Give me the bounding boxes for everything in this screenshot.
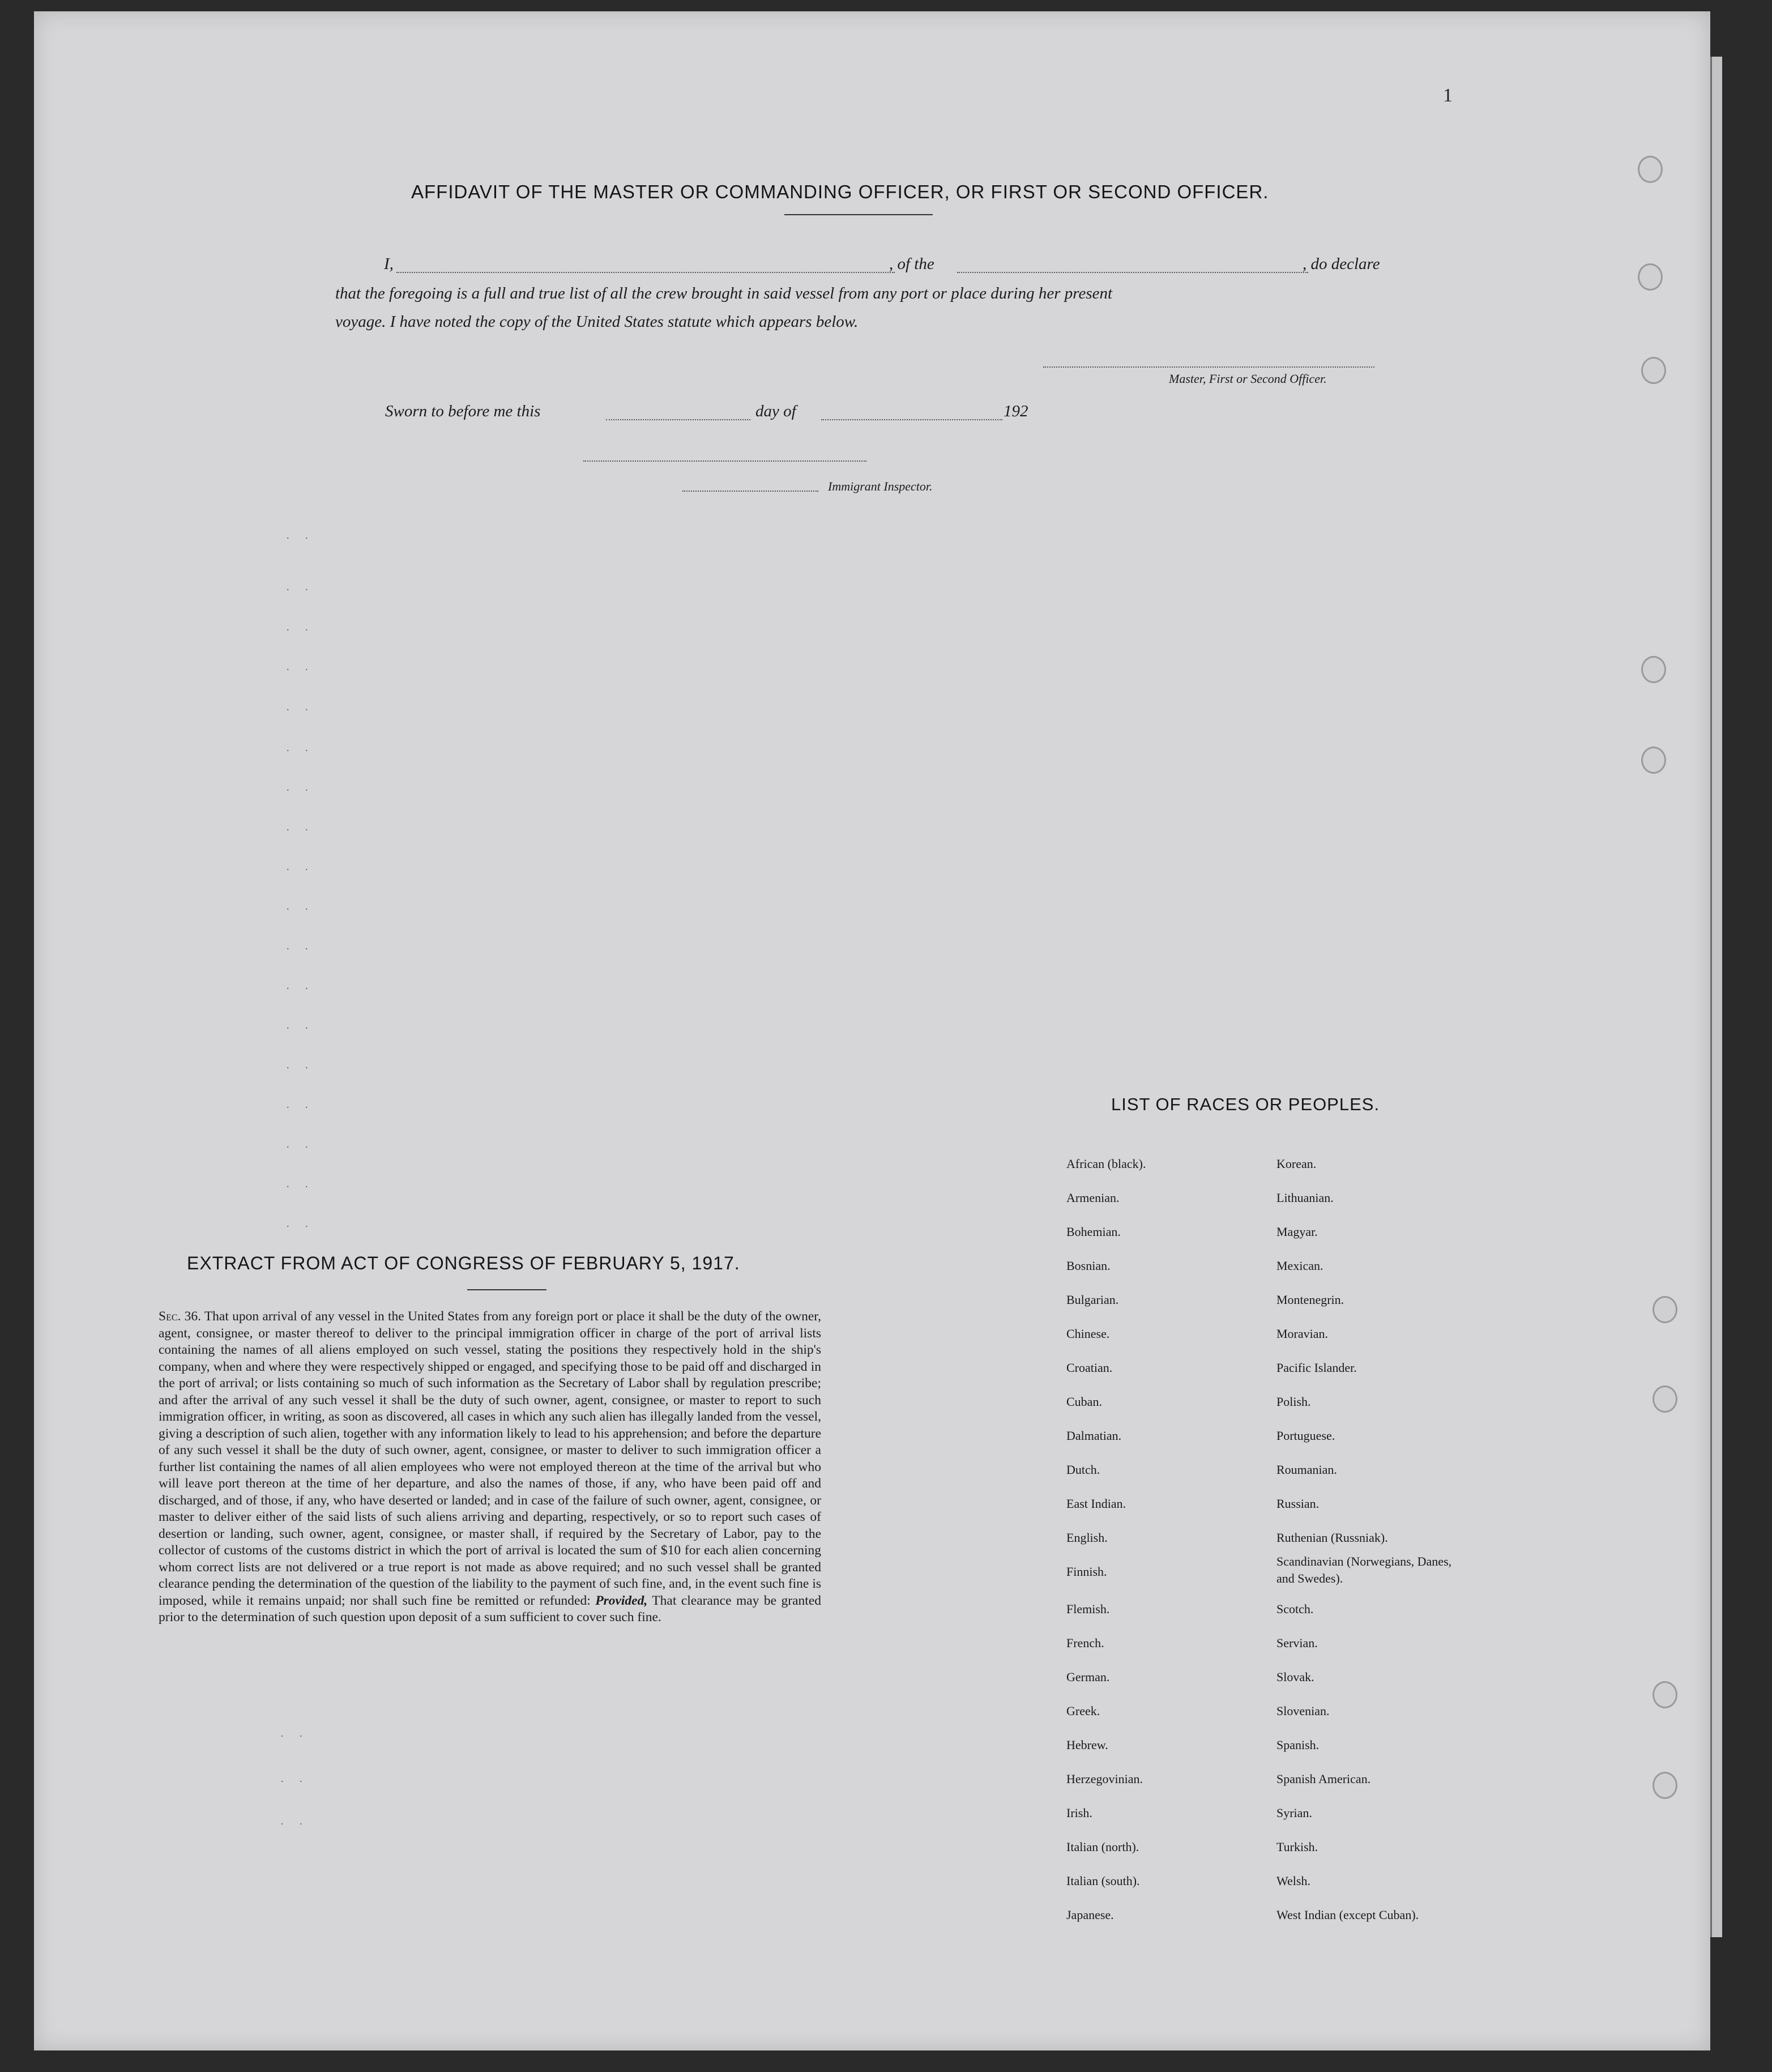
document-page — [34, 11, 1710, 2050]
margin-dots: . . — [287, 581, 315, 592]
binder-hole — [1638, 263, 1663, 291]
race-item: Bulgarian. — [1066, 1293, 1119, 1307]
race-item: Mexican. — [1276, 1259, 1323, 1273]
extract-title: EXTRACT FROM ACT OF CONGRESS OF FEBRUARY 5, 1917. — [187, 1253, 740, 1273]
section-36-text — [159, 1308, 821, 1626]
race-item: Scotch. — [1276, 1602, 1314, 1616]
affidavit-title-rule — [784, 214, 933, 215]
margin-dots: . . — [287, 861, 315, 872]
race-item: Welsh. — [1276, 1874, 1310, 1888]
provided-label: Provided, — [595, 1593, 648, 1608]
race-item: Finnish. — [1066, 1564, 1107, 1579]
binder-hole — [1638, 156, 1663, 183]
race-item: Servian. — [1276, 1636, 1318, 1650]
day-of-label: day of — [755, 402, 796, 420]
race-item: Russian. — [1276, 1497, 1320, 1511]
affidavit-i-label: I, — [384, 255, 394, 273]
inspector-caption: Immigrant Inspector. — [828, 479, 933, 493]
race-item: Korean. — [1276, 1157, 1317, 1171]
margin-dots: . . — [281, 1815, 309, 1827]
affidavit-declare-label: , do declare — [1303, 255, 1380, 273]
inspector-signature-line — [583, 461, 866, 462]
margin-dots: . . — [287, 980, 315, 991]
sworn-month-line — [821, 419, 1002, 420]
race-item: Japanese. — [1066, 1908, 1114, 1922]
affidavit-of-the-label: , of the — [889, 255, 934, 273]
margin-dots: . . — [287, 742, 315, 753]
race-item: East Indian. — [1066, 1497, 1126, 1511]
races-title: LIST OF RACES OR PEOPLES. — [1111, 1094, 1380, 1114]
section-label: Sec. 36. — [159, 1309, 201, 1324]
binder-hole — [1641, 357, 1666, 384]
race-item: Dalmatian. — [1066, 1429, 1122, 1443]
race-item: Slovenian. — [1276, 1704, 1330, 1718]
race-item: Flemish. — [1066, 1602, 1110, 1616]
race-item: Hebrew. — [1066, 1738, 1108, 1752]
margin-dots: . . — [287, 901, 315, 912]
page-edge-stack — [1710, 57, 1722, 1937]
race-item: Portuguese. — [1276, 1429, 1335, 1443]
margin-mark: 1 — [1443, 85, 1453, 106]
race-item: Lithuanian. — [1276, 1191, 1334, 1205]
affidavit-title: AFFIDAVIT OF THE MASTER OR COMMANDING OFFICER, OR FIRST OR SECOND OFFICER. — [411, 181, 1269, 202]
race-item: Moravian. — [1276, 1327, 1329, 1341]
margin-dots: . . — [287, 1059, 315, 1071]
margin-dots: . . — [287, 782, 315, 793]
margin-dots: . . — [287, 621, 315, 633]
race-item: African (black). — [1066, 1157, 1146, 1171]
margin-dots: . . — [287, 701, 315, 713]
extract-title-rule — [467, 1289, 546, 1290]
race-item: Bosnian. — [1066, 1259, 1111, 1273]
margin-dots: . . — [281, 1728, 309, 1739]
race-item: Chinese. — [1066, 1327, 1110, 1341]
race-item: Slovak. — [1276, 1670, 1314, 1684]
margin-dots: . . — [287, 821, 315, 833]
race-item: Herzegovinian. — [1066, 1772, 1143, 1786]
master-signature-line — [1043, 366, 1374, 368]
race-item: Croatian. — [1066, 1361, 1113, 1375]
race-item: Polish. — [1276, 1395, 1311, 1409]
margin-dots: . . — [287, 530, 315, 541]
race-item: Dutch. — [1066, 1463, 1100, 1477]
margin-dots: . . — [287, 1218, 315, 1229]
race-item: Italian (north). — [1066, 1840, 1139, 1854]
margin-dots: . . — [287, 1139, 315, 1150]
affidavit-body-line1: that the foregoing is a full and true list of all the crew brought in said vessel from any port or place during her present — [335, 284, 1113, 302]
sworn-day-line — [606, 419, 750, 420]
name-field-line — [396, 272, 895, 273]
binder-hole — [1641, 656, 1666, 683]
margin-dots: . . — [281, 1773, 309, 1784]
margin-dots: . . — [287, 940, 315, 952]
race-item: Armenian. — [1066, 1191, 1120, 1205]
race-item: Spanish American. — [1276, 1772, 1371, 1786]
margin-dots: . . — [287, 1178, 315, 1190]
section-text-part1: That upon arrival of any vessel in the United States from any foreign port or place it shall be the duty of the owner, agent, consignee, or master thereof to deliver to the principal immigration officer in charge of the port of arrival lists containing the names of all aliens employed on such vessel, stating the positions they respectively hold in the ship's company, when and where they were respectively shipped or engaged, and specifying those to be paid off and discharged in the port of arrival; or lists containing so much of such information as the Secretary of Labor shall by regulation prescribe; and after the arrival of any such vessel it shall be the duty of such owner, agent, consignee, or master to report to such immigration officer, in writing, as soon as discovered, all cases in which any such alien has illegally landed from the vessel, giving a description of such alien, together with any information likely to lead to his apprehension; and before the departure of any such vessel it shall be the duty of such owner, agent, consignee, or master to deliver to such immigration officer a further list containing the names of all alien employees who were not employed thereon at the time of the arrival but who will leave port thereon at the time of her departure, and also the names of those, if any, who have been paid off and discharged, and of those, if any, who have deserted or landed; and in case of the failure of such owner, agent, consignee, or master to deliver either of the said lists of such aliens arriving and departing, respectively, or so to report such cases of desertion or landing, such owner, agent, consignee, or master shall, if required by the Secretary of Labor, pay to the collector of customs of the customs district in which the port of arrival is located the sum of $10 for each alien concerning whom correct lists are not delivered or a true report is not made as above required; and no such vessel shall be granted clearance pending the determination of the question of the liability to the payment of such fine, and, in the event such fine is imposed, while it remains unpaid; nor shall such fine be remitted or refunded: — [159, 1309, 822, 1608]
race-item: Turkish. — [1276, 1840, 1318, 1854]
race-item: West Indian (except Cuban). — [1276, 1908, 1419, 1922]
margin-dots: . . — [287, 661, 315, 672]
race-item: Bohemian. — [1066, 1225, 1121, 1239]
race-item: French. — [1066, 1636, 1104, 1650]
year-label: 192 — [1004, 402, 1028, 420]
race-item: Ruthenian (Russniak). — [1276, 1530, 1388, 1545]
master-caption: Master, First or Second Officer. — [1169, 372, 1327, 386]
binder-hole — [1653, 1385, 1677, 1413]
race-item: English. — [1066, 1530, 1108, 1545]
race-item: Pacific Islander. — [1276, 1361, 1357, 1375]
margin-dots: . . — [287, 1020, 315, 1031]
race-item: Greek. — [1066, 1704, 1100, 1718]
sworn-label: Sworn to before me this — [385, 402, 541, 420]
race-item: Scandinavian (Norwegians, Danes, and Swedes). — [1276, 1554, 1452, 1585]
section-text-part2: That clearance may be granted prior to the determination of such question upon deposit of a sum sufficient to cover such fine. — [159, 1593, 822, 1625]
margin-dots: . . — [287, 1099, 315, 1110]
race-item: Montenegrin. — [1276, 1293, 1344, 1307]
vessel-field-line — [957, 272, 1308, 273]
binder-hole — [1653, 1772, 1677, 1799]
race-item: Syrian. — [1276, 1806, 1312, 1820]
binder-hole — [1653, 1681, 1677, 1708]
race-item: Cuban. — [1066, 1395, 1102, 1409]
race-item: Italian (south). — [1066, 1874, 1140, 1888]
binder-hole — [1653, 1296, 1677, 1323]
race-item: Magyar. — [1276, 1225, 1318, 1239]
race-item: German. — [1066, 1670, 1110, 1684]
binder-hole — [1641, 747, 1666, 774]
race-item: Roumanian. — [1276, 1463, 1337, 1477]
affidavit-body-line2: voyage. I have noted the copy of the United States statute which appears below. — [335, 313, 859, 331]
inspector-short-line — [682, 491, 818, 492]
race-item: Spanish. — [1276, 1738, 1320, 1752]
race-item: Irish. — [1066, 1806, 1092, 1820]
